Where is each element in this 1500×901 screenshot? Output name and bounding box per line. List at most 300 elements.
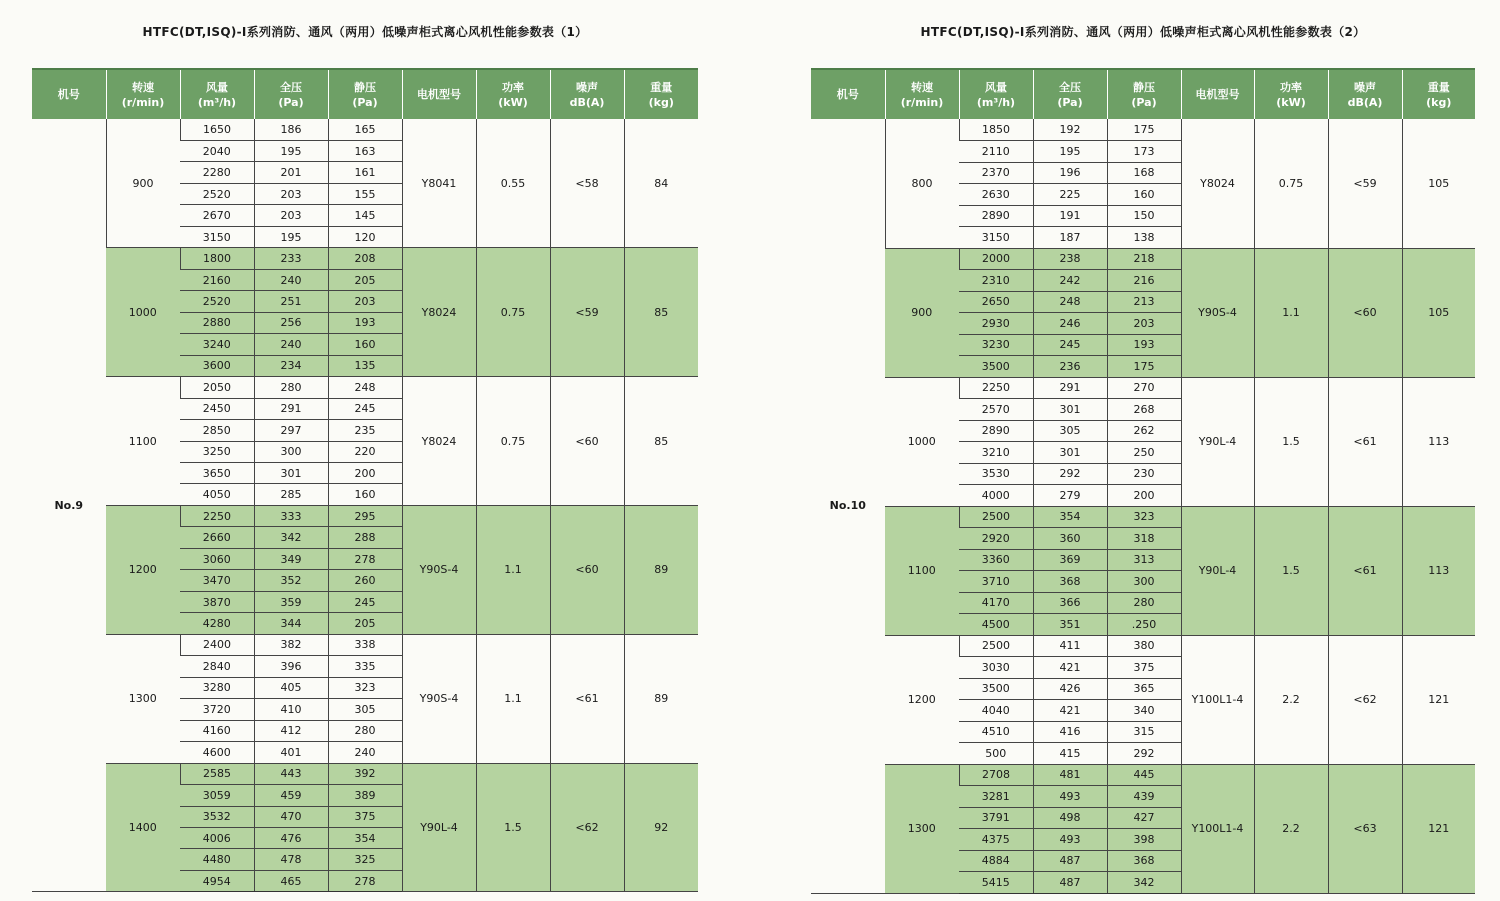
airflow-cell: 2660 xyxy=(180,527,254,548)
airflow-cell: 3281 xyxy=(959,786,1033,808)
airflow-cell: 2400 xyxy=(180,634,254,655)
airflow-cell: 3500 xyxy=(959,678,1033,700)
airflow-cell: 4040 xyxy=(959,700,1033,722)
total-pressure-cell: 359 xyxy=(254,591,328,612)
airflow-cell: 3280 xyxy=(180,677,254,698)
static-pressure-cell: 203 xyxy=(1107,313,1181,335)
airflow-cell: 2000 xyxy=(959,248,1033,270)
header-row xyxy=(32,69,698,119)
static-pressure-cell: 193 xyxy=(328,312,402,333)
total-pressure-cell: 369 xyxy=(1033,549,1107,571)
speed-cell: 1100 xyxy=(885,506,959,635)
header-text: (m³/h) xyxy=(197,95,237,109)
airflow-cell: 1800 xyxy=(180,248,254,269)
total-pressure-cell: 396 xyxy=(254,656,328,677)
total-pressure-cell: 349 xyxy=(254,548,328,569)
total-pressure-cell: 360 xyxy=(1033,528,1107,550)
header-text: 风量 xyxy=(985,80,1007,94)
total-pressure-cell: 342 xyxy=(254,527,328,548)
airflow-cell: 3500 xyxy=(959,356,1033,378)
airflow-cell: 3060 xyxy=(180,548,254,569)
total-pressure-cell: 240 xyxy=(254,269,328,290)
total-pressure-cell: 421 xyxy=(1033,700,1107,722)
power-cell: 2.2 xyxy=(1254,635,1328,764)
header-text: 功率 xyxy=(1280,80,1302,94)
static-pressure-cell: 439 xyxy=(1107,786,1181,808)
total-pressure-cell: 196 xyxy=(1033,162,1107,184)
static-pressure-cell: 200 xyxy=(1107,485,1181,507)
airflow-cell: 3870 xyxy=(180,591,254,612)
static-pressure-header xyxy=(328,69,402,119)
static-pressure-cell: 280 xyxy=(1107,592,1181,614)
total-pressure-cell: 279 xyxy=(1033,485,1107,507)
total-pressure-cell: 192 xyxy=(1033,119,1107,141)
airflow-cell: 2310 xyxy=(959,270,1033,292)
header-text: (Pa) xyxy=(1131,95,1157,109)
header-text: (kg) xyxy=(1426,95,1452,109)
airflow-cell: 3059 xyxy=(180,785,254,806)
static-pressure-cell: 138 xyxy=(1107,227,1181,249)
airflow-cell: 3150 xyxy=(959,227,1033,249)
airflow-cell: 2250 xyxy=(959,377,1033,399)
motor-model-header xyxy=(402,69,476,119)
airflow-cell: 2250 xyxy=(180,505,254,526)
total-pressure-cell: 493 xyxy=(1033,829,1107,851)
total-pressure-cell: 251 xyxy=(254,291,328,312)
speed-cell: 1200 xyxy=(106,505,180,634)
header-text: (kg) xyxy=(648,95,674,109)
total-pressure-cell: 421 xyxy=(1033,657,1107,679)
noise-header xyxy=(1328,69,1402,119)
airflow-cell: 2110 xyxy=(959,141,1033,163)
weight-cell: 113 xyxy=(1402,377,1475,506)
airflow-cell: 1650 xyxy=(180,119,254,140)
static-pressure-cell: 398 xyxy=(1107,829,1181,851)
airflow-cell: 3230 xyxy=(959,334,1033,356)
speed-header xyxy=(885,69,959,119)
airflow-cell: 2370 xyxy=(959,162,1033,184)
total-pressure-cell: 426 xyxy=(1033,678,1107,700)
total-pressure-cell: 195 xyxy=(254,226,328,247)
airflow-cell: 3710 xyxy=(959,571,1033,593)
airflow-cell: 2708 xyxy=(959,764,1033,786)
airflow-cell: 2585 xyxy=(180,763,254,784)
table-row xyxy=(32,505,698,526)
table-row xyxy=(32,248,698,269)
power-cell: 0.75 xyxy=(476,248,550,377)
power-cell: 1.5 xyxy=(476,763,550,892)
airflow-cell: 2670 xyxy=(180,205,254,226)
airflow-cell: 2850 xyxy=(180,420,254,441)
noise-cell: <59 xyxy=(1328,119,1402,248)
header-text: 噪声 xyxy=(1354,80,1376,94)
header-text: 全压 xyxy=(1059,80,1081,94)
table-row xyxy=(811,506,1475,528)
airflow-cell: 4006 xyxy=(180,827,254,848)
header-text: 机号 xyxy=(57,88,80,101)
total-pressure-cell: 415 xyxy=(1033,743,1107,765)
total-pressure-cell: 382 xyxy=(254,634,328,655)
weight-cell: 121 xyxy=(1402,635,1475,764)
speed-cell: 1000 xyxy=(885,377,959,506)
airflow-header xyxy=(180,69,254,119)
airflow-cell: 2520 xyxy=(180,183,254,204)
header-text: (Pa) xyxy=(352,95,378,109)
total-pressure-cell: 352 xyxy=(254,570,328,591)
total-pressure-cell: 280 xyxy=(254,377,328,398)
static-pressure-cell: 354 xyxy=(328,827,402,848)
header-text: 功率 xyxy=(502,80,524,94)
noise-cell: <59 xyxy=(550,248,624,377)
motor-model-cell: Y90L-4 xyxy=(1181,506,1254,635)
speed-header xyxy=(106,69,180,119)
airflow-cell: 2650 xyxy=(959,291,1033,313)
power-cell: 1.1 xyxy=(476,634,550,763)
header-text: (kW) xyxy=(498,95,528,109)
weight-cell: 89 xyxy=(624,634,698,763)
airflow-cell: 4480 xyxy=(180,849,254,870)
total-pressure-cell: 236 xyxy=(1033,356,1107,378)
static-pressure-cell: 427 xyxy=(1107,807,1181,829)
airflow-cell: 2520 xyxy=(180,291,254,312)
airflow-cell: 3720 xyxy=(180,699,254,720)
airflow-cell: 2930 xyxy=(959,313,1033,335)
weight-header xyxy=(1402,69,1475,119)
table-row xyxy=(32,377,698,398)
static-pressure-cell: 278 xyxy=(328,548,402,569)
total-pressure-header xyxy=(254,69,328,119)
airflow-cell: 3250 xyxy=(180,441,254,462)
total-pressure-cell: 493 xyxy=(1033,786,1107,808)
power-cell: 1.1 xyxy=(1254,248,1328,377)
airflow-cell: 2450 xyxy=(180,398,254,419)
static-pressure-cell: 278 xyxy=(328,870,402,891)
motor-model-cell: Y8024 xyxy=(1181,119,1254,248)
weight-cell: 85 xyxy=(624,377,698,506)
motor-model-cell: Y100L1-4 xyxy=(1181,635,1254,764)
static-pressure-cell: 305 xyxy=(328,699,402,720)
total-pressure-cell: 487 xyxy=(1033,850,1107,872)
power-cell: 0.55 xyxy=(476,119,550,248)
static-pressure-cell: 120 xyxy=(328,226,402,247)
static-pressure-cell: 208 xyxy=(328,248,402,269)
table-row xyxy=(32,634,698,655)
total-pressure-cell: 291 xyxy=(254,398,328,419)
airflow-cell: 1850 xyxy=(959,119,1033,141)
table-row xyxy=(811,248,1475,270)
airflow-cell: 2500 xyxy=(959,506,1033,528)
airflow-cell: 3600 xyxy=(180,355,254,376)
total-pressure-cell: 291 xyxy=(1033,377,1107,399)
fan-performance-grid xyxy=(811,68,1475,894)
static-pressure-cell: 365 xyxy=(1107,678,1181,700)
header-text: 重量 xyxy=(650,80,673,94)
static-pressure-cell: 375 xyxy=(328,806,402,827)
airflow-cell: 2840 xyxy=(180,656,254,677)
header-text: 静压 xyxy=(1133,80,1155,94)
airflow-cell: 2880 xyxy=(180,312,254,333)
static-pressure-cell: 240 xyxy=(328,742,402,763)
table-row xyxy=(811,377,1475,399)
static-pressure-cell: 270 xyxy=(1107,377,1181,399)
power-header xyxy=(1254,69,1328,119)
weight-cell: 105 xyxy=(1402,248,1475,377)
static-pressure-cell: 250 xyxy=(1107,442,1181,464)
airflow-cell: 500 xyxy=(959,743,1033,765)
static-pressure-cell: 318 xyxy=(1107,528,1181,550)
table-row xyxy=(32,119,698,140)
table-title: HTFC(DT,ISQ)-I系列消防、通风（两用）低噪声柜式离心风机性能参数表（1） xyxy=(142,25,588,39)
total-pressure-cell: 410 xyxy=(254,699,328,720)
airflow-cell: 4510 xyxy=(959,721,1033,743)
total-pressure-cell: 481 xyxy=(1033,764,1107,786)
noise-cell: <61 xyxy=(550,634,624,763)
machine-header xyxy=(811,69,885,119)
header-text: (m³/h) xyxy=(976,95,1016,109)
total-pressure-cell: 187 xyxy=(1033,227,1107,249)
static-pressure-cell: 160 xyxy=(328,484,402,505)
static-pressure-cell: 220 xyxy=(328,441,402,462)
header-text: 机号 xyxy=(836,88,859,101)
total-pressure-cell: 225 xyxy=(1033,184,1107,206)
airflow-cell: 5415 xyxy=(959,872,1033,894)
static-pressure-cell: 205 xyxy=(328,269,402,290)
motor-model-cell: Y90S-4 xyxy=(402,505,476,634)
airflow-cell: 4500 xyxy=(959,614,1033,636)
motor-model-cell: Y8024 xyxy=(402,377,476,506)
header-row xyxy=(811,69,1475,119)
table-row xyxy=(811,764,1475,786)
weight-cell: 84 xyxy=(624,119,698,248)
static-pressure-cell: 368 xyxy=(1107,850,1181,872)
total-pressure-cell: 195 xyxy=(1033,141,1107,163)
airflow-cell: 2920 xyxy=(959,528,1033,550)
total-pressure-cell: 368 xyxy=(1033,571,1107,593)
total-pressure-cell: 191 xyxy=(1033,205,1107,227)
weight-header xyxy=(624,69,698,119)
speed-cell: 1300 xyxy=(885,764,959,893)
total-pressure-cell: 498 xyxy=(1033,807,1107,829)
power-cell: 2.2 xyxy=(1254,764,1328,893)
airflow-cell: 2040 xyxy=(180,140,254,161)
static-pressure-cell: 213 xyxy=(1107,291,1181,313)
power-cell: 1.5 xyxy=(1254,506,1328,635)
airflow-cell: 3150 xyxy=(180,226,254,247)
weight-cell: 113 xyxy=(1402,506,1475,635)
motor-model-cell: Y100L1-4 xyxy=(1181,764,1254,893)
machine-header xyxy=(32,69,106,119)
total-pressure-cell: 242 xyxy=(1033,270,1107,292)
total-pressure-cell: 412 xyxy=(254,720,328,741)
airflow-cell: 4954 xyxy=(180,870,254,891)
header-text: 全压 xyxy=(280,80,302,94)
total-pressure-cell: 203 xyxy=(254,183,328,204)
static-pressure-cell: 163 xyxy=(328,140,402,161)
static-pressure-cell: 145 xyxy=(328,205,402,226)
total-pressure-cell: 292 xyxy=(1033,463,1107,485)
airflow-cell: 2280 xyxy=(180,162,254,183)
static-pressure-cell: 160 xyxy=(1107,184,1181,206)
total-pressure-cell: 186 xyxy=(254,119,328,140)
static-pressure-cell: 325 xyxy=(328,849,402,870)
airflow-cell: 3532 xyxy=(180,806,254,827)
total-pressure-cell: 470 xyxy=(254,806,328,827)
total-pressure-cell: 238 xyxy=(1033,248,1107,270)
static-pressure-cell: 340 xyxy=(1107,700,1181,722)
header-text: dB(A) xyxy=(569,95,605,109)
total-pressure-cell: 465 xyxy=(254,870,328,891)
static-pressure-cell: 375 xyxy=(1107,657,1181,679)
airflow-cell: 2570 xyxy=(959,399,1033,421)
header-text: 重量 xyxy=(1427,80,1450,94)
airflow-cell: 3240 xyxy=(180,334,254,355)
weight-cell: 85 xyxy=(624,248,698,377)
static-pressure-cell: 248 xyxy=(328,377,402,398)
airflow-cell: 3650 xyxy=(180,463,254,484)
static-pressure-cell: 323 xyxy=(1107,506,1181,528)
speed-cell: 1300 xyxy=(106,634,180,763)
static-pressure-cell: 193 xyxy=(1107,334,1181,356)
airflow-cell: 4600 xyxy=(180,742,254,763)
total-pressure-cell: 195 xyxy=(254,140,328,161)
static-pressure-cell: 268 xyxy=(1107,399,1181,421)
performance-table xyxy=(32,68,698,892)
total-pressure-cell: 459 xyxy=(254,785,328,806)
header-text: (r/min) xyxy=(900,95,944,109)
static-pressure-cell: 315 xyxy=(1107,721,1181,743)
static-pressure-cell: 160 xyxy=(328,334,402,355)
airflow-cell: 2500 xyxy=(959,635,1033,657)
header-text: (r/min) xyxy=(121,95,165,109)
weight-cell: 92 xyxy=(624,763,698,892)
airflow-cell: 4280 xyxy=(180,613,254,634)
noise-cell: <61 xyxy=(1328,506,1402,635)
airflow-cell: 3530 xyxy=(959,463,1033,485)
header-text: dB(A) xyxy=(1347,95,1383,109)
static-pressure-cell: 342 xyxy=(1107,872,1181,894)
airflow-cell: 4884 xyxy=(959,850,1033,872)
total-pressure-cell: 366 xyxy=(1033,592,1107,614)
noise-cell: <61 xyxy=(1328,377,1402,506)
static-pressure-cell: 338 xyxy=(328,634,402,655)
speed-cell: 900 xyxy=(106,119,180,248)
total-pressure-cell: 300 xyxy=(254,441,328,462)
speed-cell: 1100 xyxy=(106,377,180,506)
static-pressure-cell: 262 xyxy=(1107,420,1181,442)
motor-model-cell: Y8024 xyxy=(402,248,476,377)
motor-model-cell: Y8041 xyxy=(402,119,476,248)
total-pressure-cell: 476 xyxy=(254,827,328,848)
header-text: 噪声 xyxy=(576,80,598,94)
total-pressure-cell: 297 xyxy=(254,420,328,441)
speed-cell: 1200 xyxy=(885,635,959,764)
total-pressure-cell: 305 xyxy=(1033,420,1107,442)
airflow-cell: 4375 xyxy=(959,829,1033,851)
noise-header xyxy=(550,69,624,119)
noise-cell: <62 xyxy=(1328,635,1402,764)
header-text: 电机型号 xyxy=(1195,88,1240,101)
speed-cell: 800 xyxy=(885,119,959,248)
total-pressure-cell: 443 xyxy=(254,763,328,784)
static-pressure-cell: 175 xyxy=(1107,119,1181,141)
speed-cell: 1400 xyxy=(106,763,180,892)
total-pressure-cell: 405 xyxy=(254,677,328,698)
performance-table xyxy=(811,68,1475,894)
airflow-cell: 3360 xyxy=(959,549,1033,571)
airflow-cell: 4170 xyxy=(959,592,1033,614)
table-row xyxy=(811,635,1475,657)
total-pressure-cell: 234 xyxy=(254,355,328,376)
static-pressure-cell: 313 xyxy=(1107,549,1181,571)
header-text: 风量 xyxy=(206,80,228,94)
noise-cell: <60 xyxy=(550,505,624,634)
header-text: (Pa) xyxy=(1057,95,1083,109)
total-pressure-cell: 478 xyxy=(254,849,328,870)
motor-model-cell: Y90L-4 xyxy=(1181,377,1254,506)
header-text: (kW) xyxy=(1276,95,1306,109)
header-text: 电机型号 xyxy=(417,88,461,101)
header-text: 转速 xyxy=(911,80,933,94)
total-pressure-cell: 285 xyxy=(254,484,328,505)
weight-cell: 105 xyxy=(1402,119,1475,248)
total-pressure-cell: 344 xyxy=(254,613,328,634)
noise-cell: <63 xyxy=(1328,764,1402,893)
power-cell: 1.5 xyxy=(1254,377,1328,506)
static-pressure-cell: 175 xyxy=(1107,356,1181,378)
static-pressure-cell: 235 xyxy=(328,420,402,441)
total-pressure-cell: 203 xyxy=(254,205,328,226)
total-pressure-cell: 245 xyxy=(1033,334,1107,356)
power-cell: 0.75 xyxy=(476,377,550,506)
table-row xyxy=(32,763,698,784)
header-text: 静压 xyxy=(354,80,376,94)
airflow-cell: 2890 xyxy=(959,420,1033,442)
total-pressure-cell: 354 xyxy=(1033,506,1107,528)
total-pressure-cell: 411 xyxy=(1033,635,1107,657)
static-pressure-cell: 392 xyxy=(328,763,402,784)
static-pressure-cell: 389 xyxy=(328,785,402,806)
static-pressure-cell: 155 xyxy=(328,183,402,204)
static-pressure-cell: 380 xyxy=(1107,635,1181,657)
weight-cell: 121 xyxy=(1402,764,1475,893)
static-pressure-cell: 300 xyxy=(1107,571,1181,593)
total-pressure-cell: 487 xyxy=(1033,872,1107,894)
total-pressure-cell: 351 xyxy=(1033,614,1107,636)
static-pressure-cell: 216 xyxy=(1107,270,1181,292)
total-pressure-cell: 301 xyxy=(1033,399,1107,421)
airflow-cell: 2160 xyxy=(180,269,254,290)
total-pressure-cell: 416 xyxy=(1033,721,1107,743)
motor-model-cell: Y90L-4 xyxy=(402,763,476,892)
static-pressure-cell: 161 xyxy=(328,162,402,183)
static-pressure-cell: 292 xyxy=(1107,743,1181,765)
static-pressure-cell: 245 xyxy=(328,398,402,419)
static-pressure-cell: .250 xyxy=(1107,614,1181,636)
airflow-cell: 2050 xyxy=(180,377,254,398)
machine-number: No.9 xyxy=(32,119,106,892)
fan-performance-grid xyxy=(32,68,698,892)
airflow-cell: 3030 xyxy=(959,657,1033,679)
static-pressure-cell: 218 xyxy=(1107,248,1181,270)
noise-cell: <60 xyxy=(1328,248,1402,377)
static-pressure-cell: 445 xyxy=(1107,764,1181,786)
total-pressure-cell: 240 xyxy=(254,334,328,355)
static-pressure-header xyxy=(1107,69,1181,119)
airflow-cell: 4160 xyxy=(180,720,254,741)
total-pressure-cell: 246 xyxy=(1033,313,1107,335)
airflow-cell: 2630 xyxy=(959,184,1033,206)
static-pressure-cell: 203 xyxy=(328,291,402,312)
